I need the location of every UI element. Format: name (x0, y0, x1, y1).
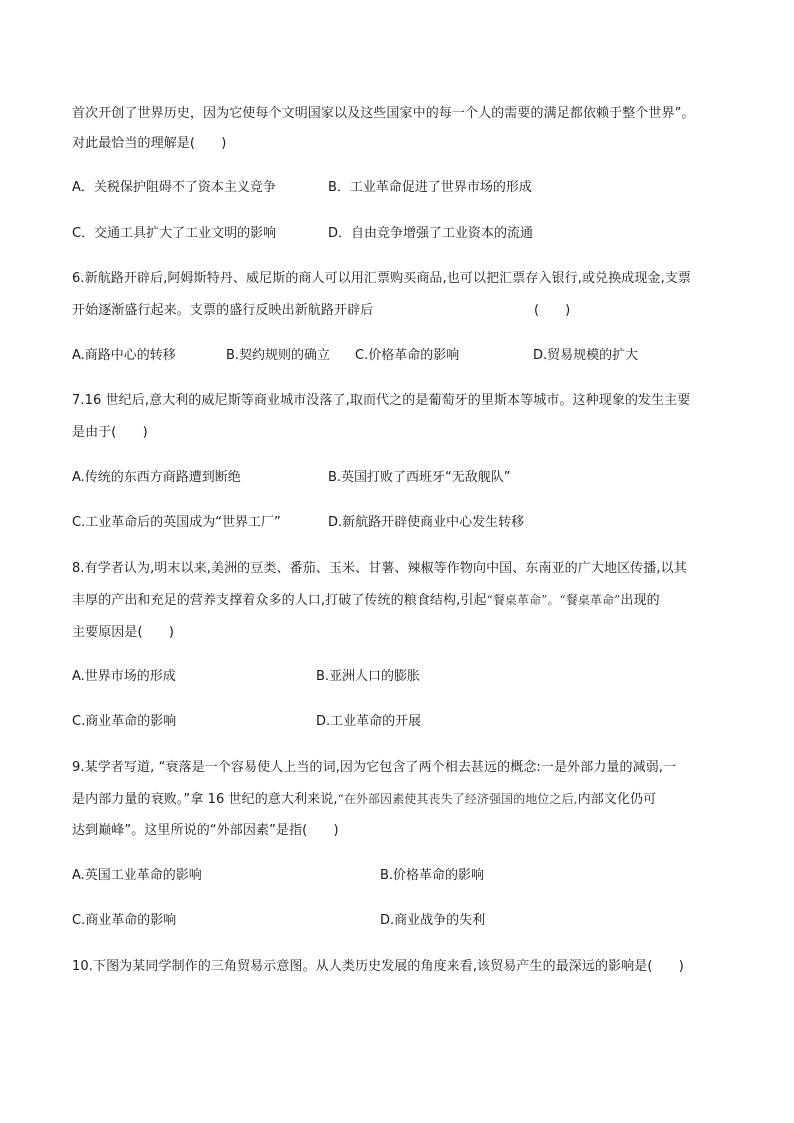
q5-option-b[interactable]: B．工业革命促进了世界市场的形成 (328, 180, 532, 195)
q6-option-d[interactable]: D.贸易规模的扩大 (533, 348, 639, 363)
q8-option-a[interactable]: A.世界市场的形成 (72, 669, 176, 684)
q7-option-a[interactable]: A.传统的东西方商路遭到断绝 (72, 470, 241, 485)
q9-option-c[interactable]: C.商业革命的影响 (72, 913, 177, 928)
q10-stem-line1: 10.下图为某同学制作的三角贸易示意图。从人类历史发展的角度来看,该贸易产生的最深远的影响是( ) (72, 959, 684, 974)
q9-option-a[interactable]: A.英国工业革命的影响 (72, 868, 202, 883)
q9-option-b[interactable]: B.价格革命的影响 (380, 868, 485, 883)
q6-stem-line2 (72, 302, 373, 319)
q8-quote-text: “餐桌革命”。“餐桌革命” (486, 593, 621, 607)
q9-stem-line1: 9.某学者写道, “衰落是一个容易使人上当的词,因为它包含了两个相去甚远的概念:一是外部力量的减弱,一 (72, 760, 677, 775)
q9-stem-tail: 内部文化仍可 (577, 792, 657, 807)
q8-stem-line1: 8.有学者认为,明末以来,美洲的豆类、番茄、玉米、甘薯、辣椒等作物向中国、东南亚的广大地区传播,以其 (72, 561, 687, 576)
q6-option-b[interactable]: B.契约规则的确立 (226, 348, 331, 363)
q7-option-c[interactable]: C.工业革命后的英国成为“世界工厂” (72, 515, 281, 530)
q9-stem-line3: 达到巅峰”。这里所说的“外部因素”是指( ) (72, 823, 339, 838)
q5-option-a[interactable]: A．关税保护阻碍不了资本主义竞争 (72, 180, 276, 195)
q8-stem-tail: 出现的 (620, 593, 660, 608)
q7-option-b[interactable]: B.英国打败了西班牙“无敌舰队” (328, 470, 511, 485)
q6-option-c[interactable]: C.价格革命的影响 (355, 348, 460, 363)
q9-option-d[interactable]: D.商业战争的失利 (380, 913, 486, 928)
q8-option-d[interactable]: D.工业革命的开展 (316, 714, 422, 729)
q7-stem-line2: 是由于( ) (72, 425, 148, 440)
q6-stem-line1: 6.新航路开辟后,阿姆斯特丹、威尼斯的商人可以用汇票购买商品,也可以把汇票存入银行,或兑换成现金,支票 (72, 271, 692, 286)
q5-stem-line2: 对此最恰当的理解是( ) (72, 136, 227, 151)
q6-answer-paren: ( ) (534, 303, 571, 318)
q6-stem-text: 开始逐渐盛行起来。支票的盛行反映出新航路开辟后 (72, 303, 374, 318)
q8-option-b[interactable]: B.亚洲人口的膨胀 (316, 669, 421, 684)
q8-option-c[interactable]: C.商业革命的影响 (72, 714, 177, 729)
q8-stem-line3: 主要原因是( ) (72, 625, 175, 640)
q9-stem-line2 (72, 791, 656, 808)
q9-quote-text: “在外部因素使其丧失了经济强国的地位之后, (337, 792, 578, 806)
q5-stem-line1: 首次开创了世界历史，因为它使每个文明国家以及这些国家中的每一个人的需要的满足都依赖于整个世界”。 (72, 106, 695, 121)
q7-stem-line1: 7.16 世纪后,意大利的威尼斯等商业城市没落了,取而代之的是葡萄牙的里斯本等城市。这种现象的发生主要 (72, 393, 691, 408)
q5-option-c[interactable]: C．交通工具扩大了工业文明的影响 (72, 226, 277, 241)
q5-option-d[interactable]: D．自由竞争增强了工业资本的流通 (328, 226, 534, 241)
q7-option-d[interactable]: D.新航路开辟使商业中心发生转移 (328, 515, 525, 530)
q6-option-a[interactable]: A.商路中心的转移 (72, 348, 176, 363)
q8-stem-line2 (72, 592, 660, 609)
q9-stem-text: 是内部力量的衰败。”拿 16 世纪的意大利来说, (72, 792, 338, 807)
q8-stem-text: 丰厚的产出和充足的营养支撑着众多的人口,打破了传统的粮食结构,引起 (72, 593, 487, 608)
